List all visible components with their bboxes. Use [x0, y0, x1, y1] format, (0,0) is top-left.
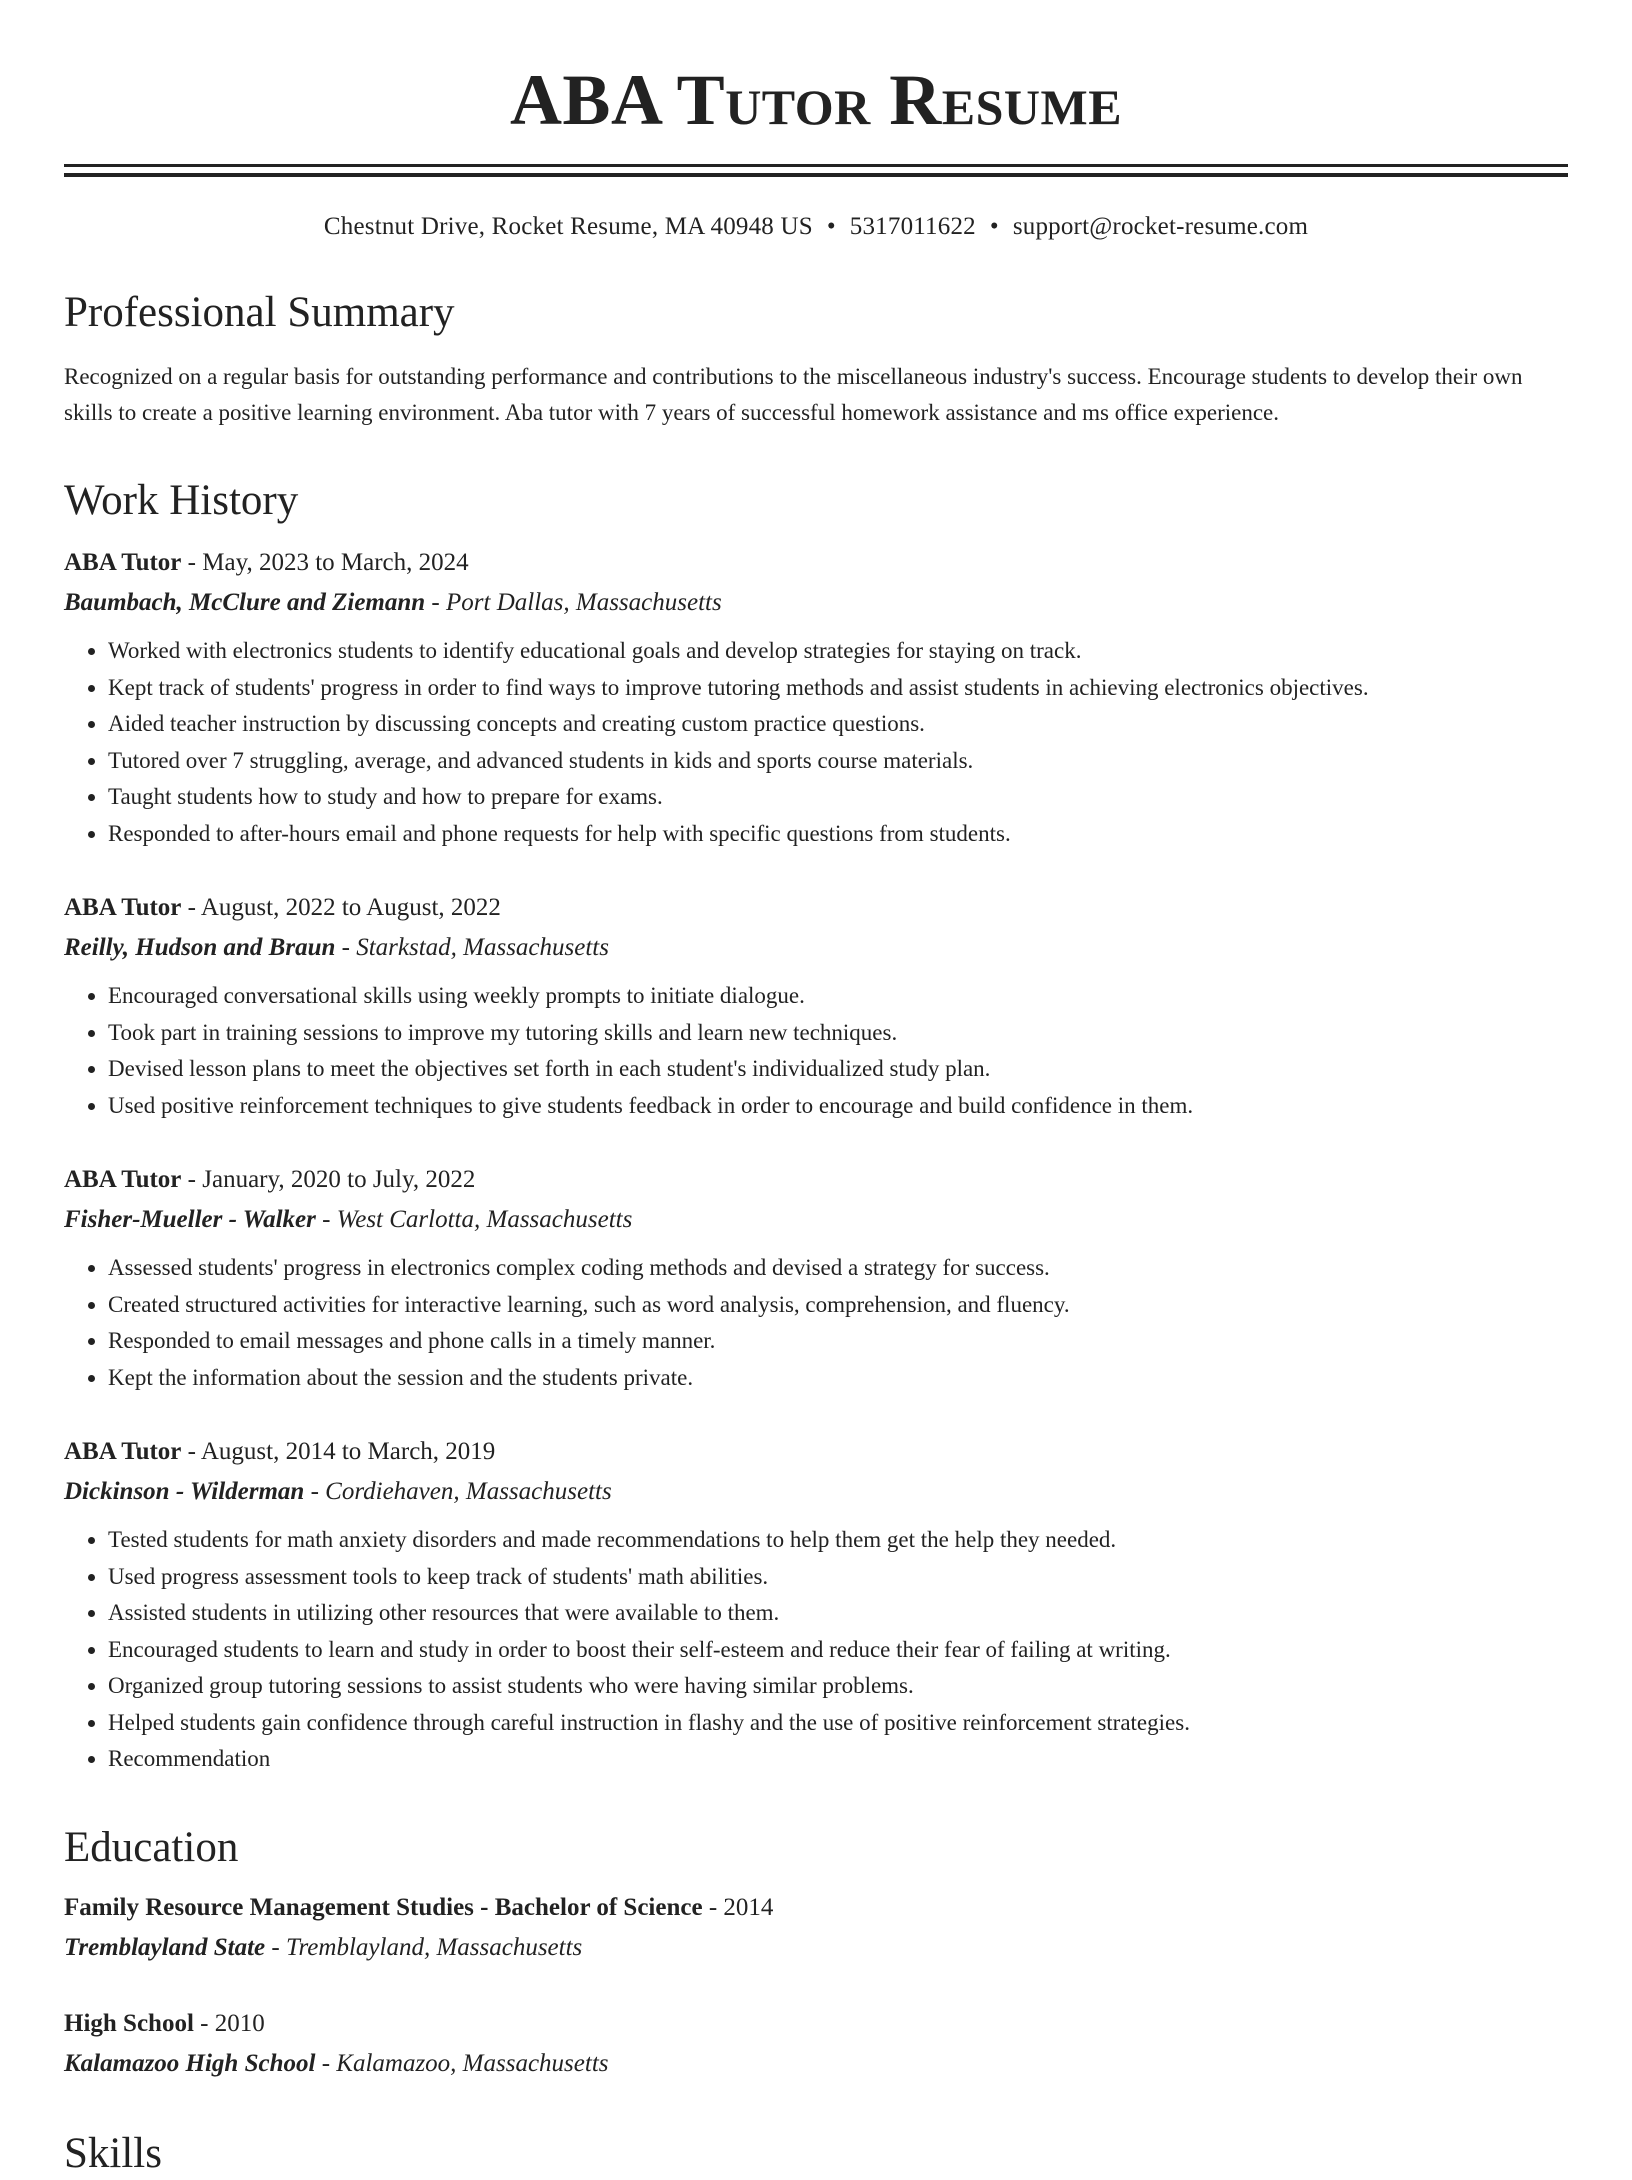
- job-title: ABA Tutor: [64, 894, 182, 921]
- job-bullet-list: [64, 978, 1568, 1124]
- job-bullet: • Kept the information about the session and the students private.: [108, 1360, 1568, 1397]
- page-title: ABA Tutor Resume: [509, 60, 1123, 140]
- job-bullet: • Tested students for math anxiety disorders and made recommendations to help them get the help they needed.: [108, 1522, 1568, 1559]
- education-location: - Kalamazoo, Massachusetts: [315, 2049, 609, 2077]
- job-bullet: • Kept track of students' progress in order to find ways to improve tutoring methods and assist students in achieving electronics objectives.: [108, 670, 1568, 707]
- education-heading: Education: [64, 1823, 239, 1871]
- job-company-line: [64, 583, 1568, 623]
- education-degree: Family Resource Management Studies - Bachelor of Science: [64, 1893, 703, 1921]
- job-dates: - January, 2020 to July, 2022: [181, 1166, 476, 1193]
- job-bullet: • Encouraged conversational skills using weekly prompts to initiate dialogue.: [108, 978, 1568, 1015]
- contact-address: Chestnut Drive, Rocket Resume, MA 40948 US: [323, 213, 813, 240]
- job-entry: [64, 888, 1568, 1124]
- job-company-line: [64, 1200, 1568, 1240]
- job-bullet: • Taught students how to study and how to prepare for exams.: [108, 779, 1568, 816]
- job-title: ABA Tutor: [64, 1438, 182, 1465]
- job-title: ABA Tutor: [64, 1166, 182, 1193]
- job-title-line: [64, 1160, 1568, 1200]
- job-company-line: [64, 1472, 1568, 1512]
- contact-email: support@rocket-resume.com: [1012, 213, 1309, 240]
- job-bullet: • Used positive reinforcement techniques to give students feedback in order to encourage and build confidence in them.: [108, 1088, 1568, 1125]
- job-bullet: • Aided teacher instruction by discussing concepts and creating custom practice questions.: [108, 706, 1568, 743]
- job-bullet: • Worked with electronics students to identify educational goals and develop strategies for staying on track.: [108, 633, 1568, 670]
- job-bullet-list: [64, 633, 1568, 852]
- education-school: Tremblayland State: [64, 1933, 266, 1961]
- job-location: - Starkstad, Massachusetts: [335, 934, 609, 961]
- education-location: - Tremblayland, Massachusetts: [265, 1933, 583, 1961]
- education-degree-line: [64, 1888, 1568, 1928]
- contact-separator: •: [826, 213, 836, 240]
- education-degree: High School: [64, 2009, 194, 2037]
- job-company: Dickinson - Wilderman: [64, 1478, 305, 1505]
- education-year: - 2010: [193, 2009, 265, 2037]
- job-location: - Port Dallas, Massachusetts: [425, 589, 722, 616]
- contact-line: [64, 211, 1568, 243]
- job-company: Baumbach, McClure and Ziemann: [64, 589, 426, 616]
- contact-separator: •: [989, 213, 999, 240]
- contact-phone: 5317011622: [849, 213, 976, 240]
- job-bullet: • Assisted students in utilizing other resources that were available to them.: [108, 1595, 1568, 1632]
- job-dates: - August, 2022 to August, 2022: [181, 894, 501, 921]
- job-entry: [64, 1432, 1568, 1778]
- education-school-line: [64, 2044, 1568, 2084]
- job-company-line: [64, 928, 1568, 968]
- job-bullet: • Created structured activities for interactive learning, such as word analysis, comprehension, and fluency.: [108, 1287, 1568, 1324]
- job-bullet: • Helped students gain confidence through careful instruction in flashy and the use of positive reinforcement strategies.: [108, 1705, 1568, 1742]
- job-bullet: • Responded to email messages and phone calls in a timely manner.: [108, 1323, 1568, 1360]
- job-company: Fisher-Mueller - Walker: [64, 1206, 316, 1233]
- title-divider-bottom: [64, 173, 1568, 177]
- education-school-line: [64, 1928, 1568, 1968]
- job-bullet: • Responded to after-hours email and phone requests for help with specific questions from students.: [108, 816, 1568, 853]
- job-location: - West Carlotta, Massachusetts: [315, 1206, 633, 1233]
- summary-heading: Professional Summary: [64, 289, 455, 336]
- education-school: Kalamazoo High School: [64, 2049, 316, 2077]
- job-bullet: • Used progress assessment tools to keep track of students' math abilities.: [108, 1559, 1568, 1596]
- job-bullet: • Encouraged students to learn and study in order to boost their self-esteem and reduce their fear of failing at writing.: [108, 1632, 1568, 1669]
- job-bullet: • Organized group tutoring sessions to assist students who were having similar problems.: [108, 1668, 1568, 1705]
- job-entry: [64, 543, 1568, 852]
- job-bullet: • Tutored over 7 struggling, average, and advanced students in kids and sports course materials.: [108, 743, 1568, 780]
- job-dates: - August, 2014 to March, 2019: [181, 1438, 496, 1465]
- education-entry: [64, 2004, 1568, 2084]
- skills-heading: Skills: [64, 2129, 162, 2177]
- job-bullet: • Assessed students' progress in electronics complex coding methods and devised a strategy for success.: [108, 1250, 1568, 1287]
- job-title-line: [64, 543, 1568, 583]
- job-bullet-list: [64, 1522, 1568, 1778]
- job-company: Reilly, Hudson and Braun: [64, 934, 336, 961]
- education-year: - 2014: [702, 1893, 774, 1921]
- summary-text: Recognized on a regular basis for outstanding performance and contributions to the miscellaneous industry's success. Encourage students to develop their own skills to create a positive learning environment. Aba tutor with 7 years of successful homework assistance and ms office experience.: [64, 364, 1523, 425]
- job-dates: - May, 2023 to March, 2024: [181, 549, 469, 576]
- education-degree-line: [64, 2004, 1568, 2044]
- work-history-heading: Work History: [64, 477, 299, 524]
- job-title-line: [64, 888, 1568, 928]
- job-location: - Cordiehaven, Massachusetts: [304, 1478, 612, 1505]
- job-entry: [64, 1160, 1568, 1396]
- job-title-line: [64, 1432, 1568, 1472]
- title-divider-top: [64, 164, 1568, 167]
- job-title: ABA Tutor: [64, 549, 182, 576]
- job-bullet: • Devised lesson plans to meet the objectives set forth in each student's individualized study plan.: [108, 1051, 1568, 1088]
- job-bullet: • Recommendation: [108, 1741, 1568, 1778]
- education-entry: [64, 1888, 1568, 1968]
- job-bullet-list: [64, 1250, 1568, 1396]
- job-bullet: • Took part in training sessions to improve my tutoring skills and learn new techniques.: [108, 1015, 1568, 1052]
